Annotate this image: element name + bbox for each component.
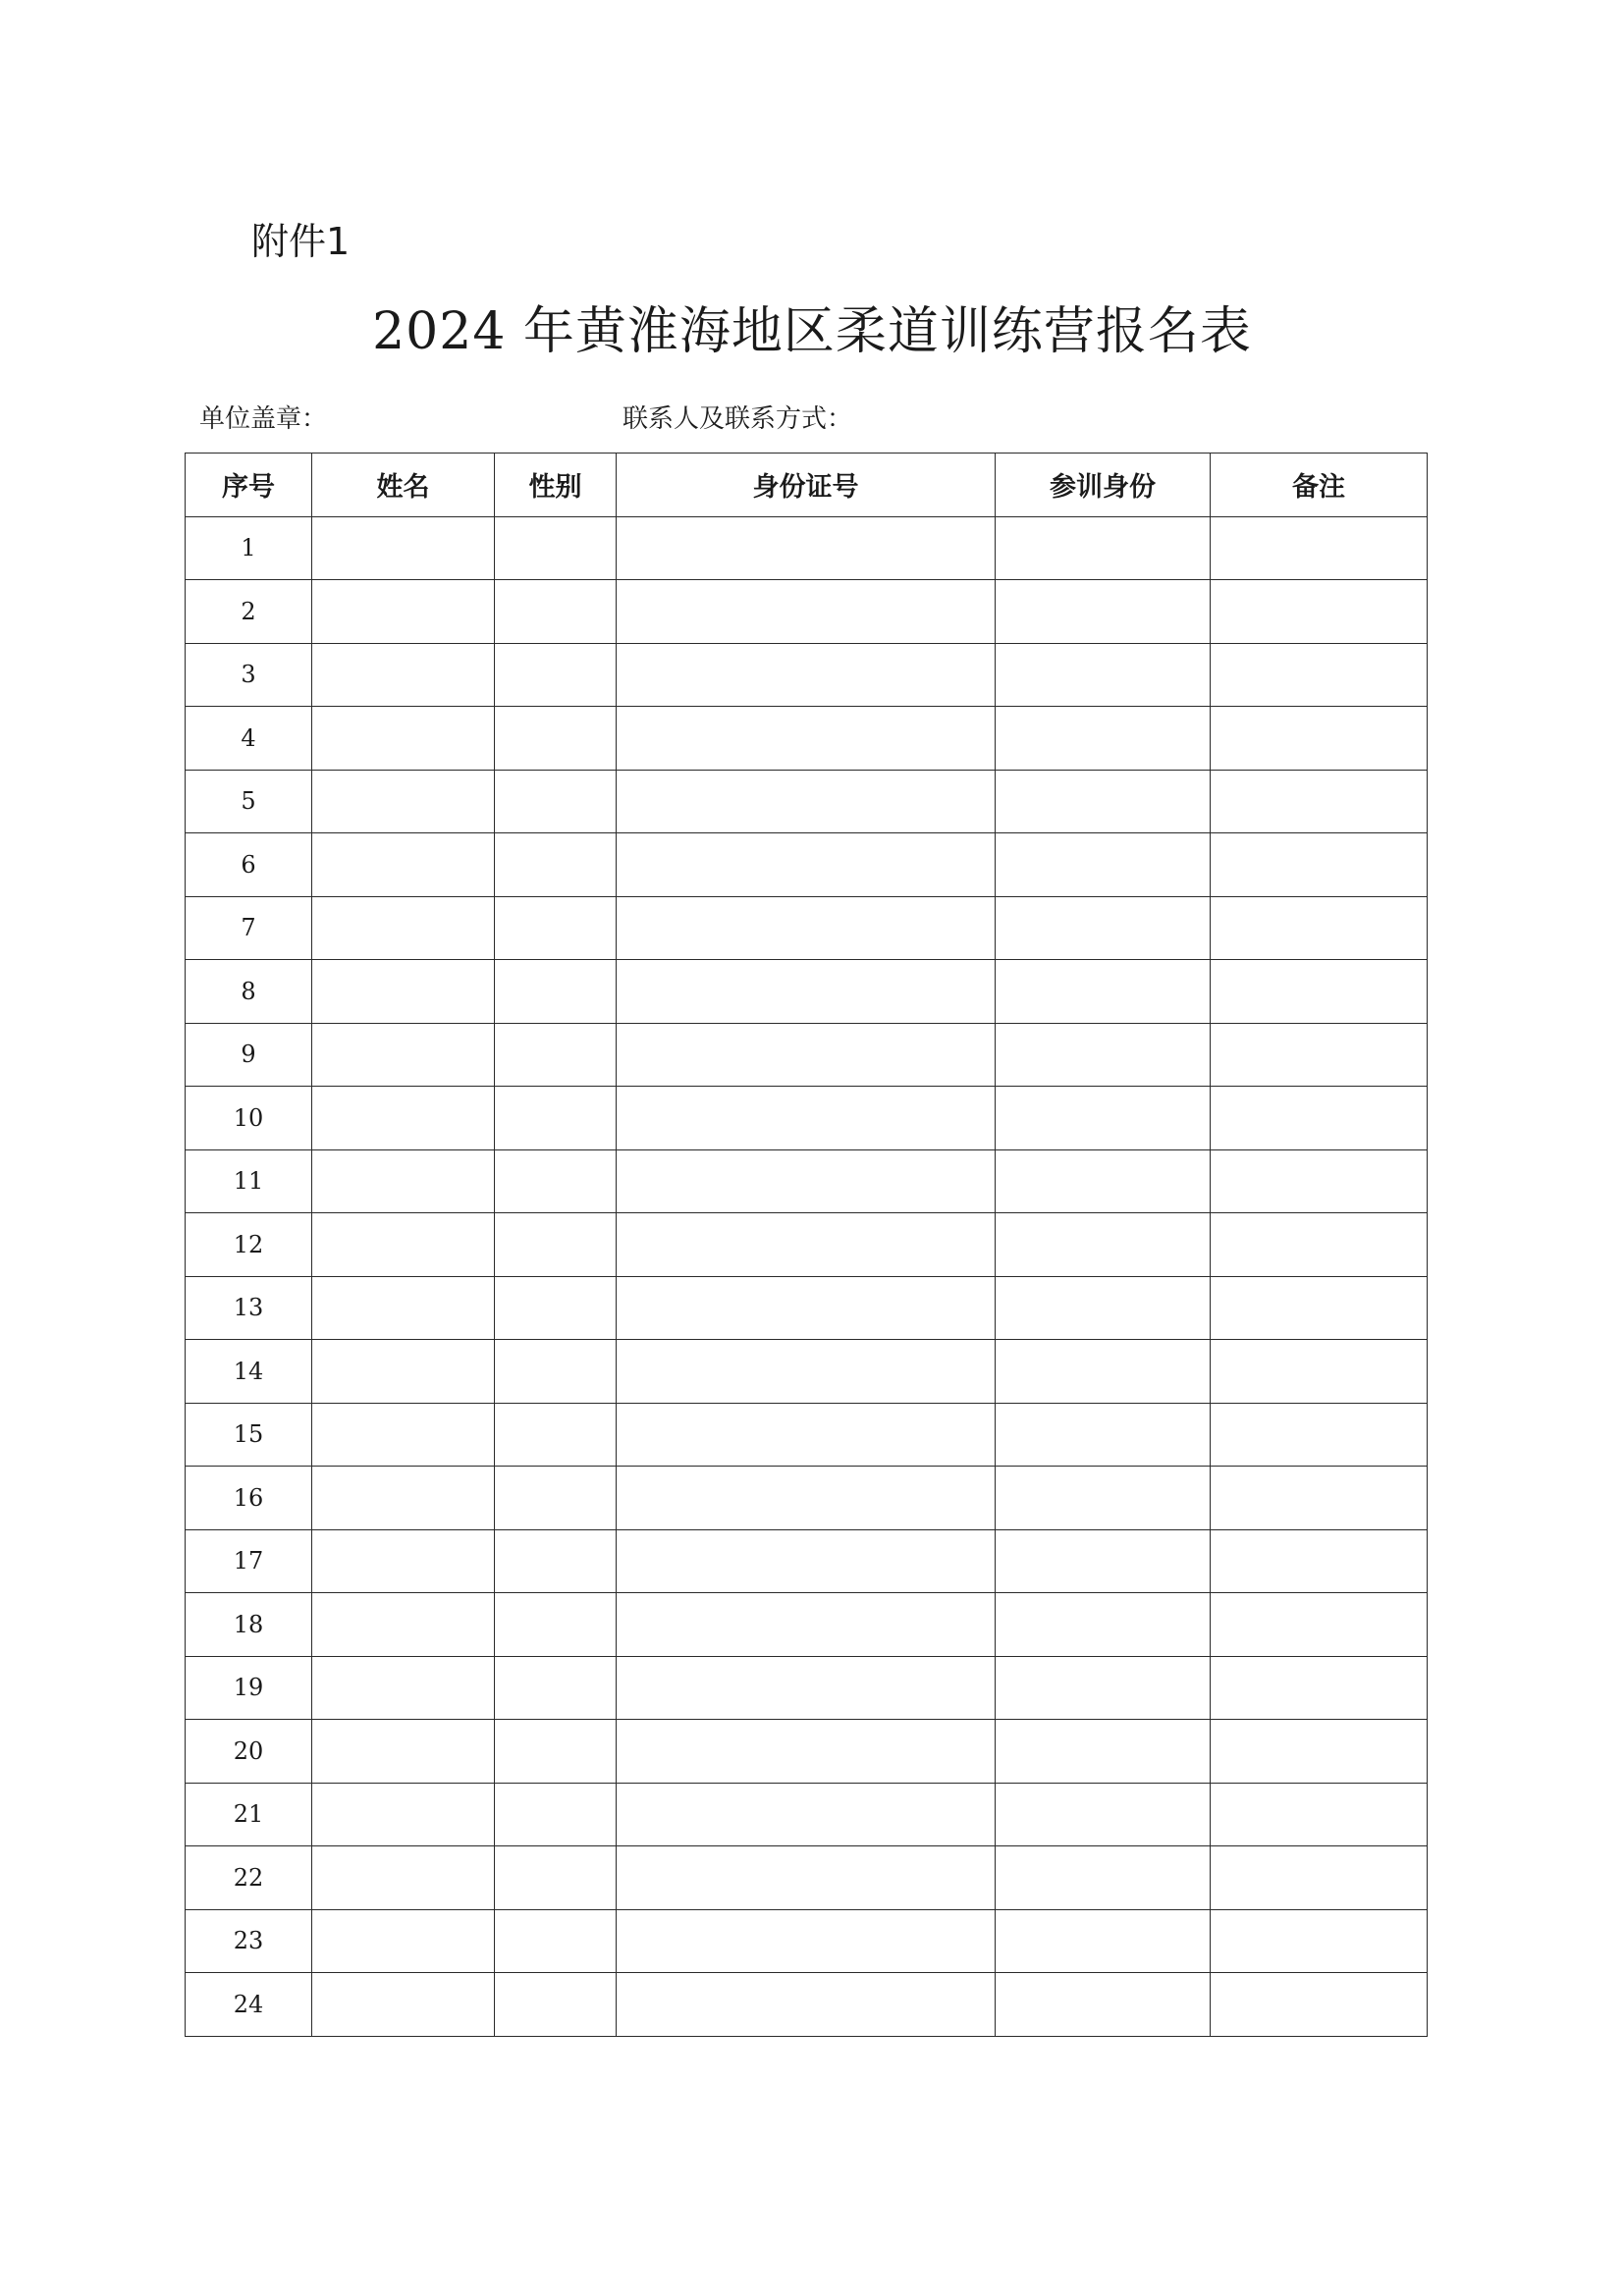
table-row (186, 643, 1428, 707)
id-number-cell (617, 1213, 996, 1277)
row-number: 21 (186, 1783, 312, 1846)
table-row (186, 1593, 1428, 1657)
name-cell (312, 1593, 495, 1657)
role-cell (996, 1276, 1211, 1340)
notes-cell (1211, 580, 1428, 644)
row-number: 16 (186, 1467, 312, 1530)
table-row (186, 1529, 1428, 1593)
id-number-cell (617, 1720, 996, 1784)
gender-cell (495, 960, 617, 1024)
gender-cell (495, 1023, 617, 1087)
row-number: 3 (186, 643, 312, 707)
name-cell (312, 516, 495, 580)
gender-cell (495, 1149, 617, 1213)
name-cell (312, 1023, 495, 1087)
notes-cell (1211, 707, 1428, 771)
gender-cell (495, 833, 617, 897)
id-number-cell (617, 1149, 996, 1213)
gender-cell (495, 896, 617, 960)
table-row (186, 896, 1428, 960)
notes-cell (1211, 833, 1428, 897)
table-row (186, 1276, 1428, 1340)
name-cell (312, 1149, 495, 1213)
row-number: 1 (186, 516, 312, 580)
row-number: 6 (186, 833, 312, 897)
gender-cell (495, 516, 617, 580)
role-cell (996, 1593, 1211, 1657)
id-number-cell (617, 1783, 996, 1846)
role-cell (996, 1973, 1211, 2037)
name-cell (312, 643, 495, 707)
table-row (186, 833, 1428, 897)
name-cell (312, 580, 495, 644)
row-number: 22 (186, 1846, 312, 1910)
row-number: 20 (186, 1720, 312, 1784)
notes-cell (1211, 960, 1428, 1024)
table-row (186, 1656, 1428, 1720)
table-row (186, 1149, 1428, 1213)
id-number-cell (617, 1023, 996, 1087)
gender-cell (495, 770, 617, 833)
row-number: 23 (186, 1909, 312, 1973)
role-cell (996, 833, 1211, 897)
gender-cell (495, 1656, 617, 1720)
table-row (186, 580, 1428, 644)
name-cell (312, 960, 495, 1024)
id-number-cell (617, 833, 996, 897)
name-cell (312, 1973, 495, 2037)
id-number-cell (617, 1846, 996, 1910)
notes-cell (1211, 643, 1428, 707)
column-header-notes: 备注 (1211, 454, 1428, 517)
gender-cell (495, 580, 617, 644)
notes-cell (1211, 1656, 1428, 1720)
name-cell (312, 1467, 495, 1530)
name-cell (312, 1783, 495, 1846)
role-cell (996, 1846, 1211, 1910)
name-cell (312, 1529, 495, 1593)
table-row (186, 770, 1428, 833)
notes-cell (1211, 1467, 1428, 1530)
notes-cell (1211, 1023, 1428, 1087)
notes-cell (1211, 770, 1428, 833)
id-number-cell (617, 960, 996, 1024)
role-cell (996, 1909, 1211, 1973)
column-header-index: 序号 (186, 454, 312, 517)
role-cell (996, 643, 1211, 707)
row-number: 15 (186, 1403, 312, 1467)
notes-cell (1211, 1149, 1428, 1213)
id-number-cell (617, 770, 996, 833)
row-number: 9 (186, 1023, 312, 1087)
notes-cell (1211, 1783, 1428, 1846)
attachment-label: 附件1 (251, 220, 351, 263)
role-cell (996, 1467, 1211, 1530)
contact-label: 联系人及联系方式： (623, 404, 853, 434)
table-row (186, 1467, 1428, 1530)
role-cell (996, 707, 1211, 771)
role-cell (996, 1656, 1211, 1720)
table-body (186, 516, 1428, 2036)
name-cell (312, 833, 495, 897)
role-cell (996, 1340, 1211, 1404)
name-cell (312, 1213, 495, 1277)
role-cell (996, 1149, 1211, 1213)
notes-cell (1211, 896, 1428, 960)
table-row (186, 1846, 1428, 1910)
table-row (186, 1973, 1428, 2037)
page-title: 2024 年黄淮海地区柔道训练营报名表 (372, 302, 1252, 361)
gender-cell (495, 1403, 617, 1467)
name-cell (312, 1846, 495, 1910)
role-cell (996, 1720, 1211, 1784)
notes-cell (1211, 1340, 1428, 1404)
name-cell (312, 770, 495, 833)
notes-cell (1211, 1529, 1428, 1593)
gender-cell (495, 1529, 617, 1593)
name-cell (312, 1720, 495, 1784)
id-number-cell (617, 707, 996, 771)
role-cell (996, 580, 1211, 644)
column-header-role: 参训身份 (996, 454, 1211, 517)
row-number: 10 (186, 1087, 312, 1150)
name-cell (312, 896, 495, 960)
role-cell (996, 960, 1211, 1024)
role-cell (996, 770, 1211, 833)
gender-cell (495, 1467, 617, 1530)
notes-cell (1211, 1973, 1428, 2037)
notes-cell (1211, 1593, 1428, 1657)
row-number: 14 (186, 1340, 312, 1404)
notes-cell (1211, 1846, 1428, 1910)
row-number: 19 (186, 1656, 312, 1720)
id-number-cell (617, 643, 996, 707)
name-cell (312, 1656, 495, 1720)
row-number: 7 (186, 896, 312, 960)
name-cell (312, 1403, 495, 1467)
notes-cell (1211, 1276, 1428, 1340)
id-number-cell (617, 1403, 996, 1467)
id-number-cell (617, 1593, 996, 1657)
table-row (186, 1909, 1428, 1973)
table-row (186, 516, 1428, 580)
id-number-cell (617, 1656, 996, 1720)
role-cell (996, 1529, 1211, 1593)
notes-cell (1211, 1087, 1428, 1150)
id-number-cell (617, 1276, 996, 1340)
notes-cell (1211, 1720, 1428, 1784)
id-number-cell (617, 1529, 996, 1593)
table-row (186, 1403, 1428, 1467)
row-number: 24 (186, 1973, 312, 2037)
role-cell (996, 1783, 1211, 1846)
id-number-cell (617, 1467, 996, 1530)
gender-cell (495, 1593, 617, 1657)
name-cell (312, 1909, 495, 1973)
column-header-gender: 性别 (495, 454, 617, 517)
row-number: 8 (186, 960, 312, 1024)
gender-cell (495, 707, 617, 771)
role-cell (996, 1213, 1211, 1277)
gender-cell (495, 1783, 617, 1846)
table-row (186, 1213, 1428, 1277)
name-cell (312, 1340, 495, 1404)
notes-cell (1211, 1403, 1428, 1467)
role-cell (996, 896, 1211, 960)
column-header-name: 姓名 (312, 454, 495, 517)
row-number: 5 (186, 770, 312, 833)
gender-cell (495, 1909, 617, 1973)
name-cell (312, 1276, 495, 1340)
registration-table (185, 453, 1428, 2037)
id-number-cell (617, 1909, 996, 1973)
row-number: 17 (186, 1529, 312, 1593)
notes-cell (1211, 1213, 1428, 1277)
table-header-row (186, 454, 1428, 517)
id-number-cell (617, 1340, 996, 1404)
id-number-cell (617, 516, 996, 580)
role-cell (996, 1403, 1211, 1467)
id-number-cell (617, 1087, 996, 1150)
column-header-id-number: 身份证号 (617, 454, 996, 517)
table-row (186, 1720, 1428, 1784)
notes-cell (1211, 1909, 1428, 1973)
gender-cell (495, 1340, 617, 1404)
gender-cell (495, 1087, 617, 1150)
id-number-cell (617, 896, 996, 960)
notes-cell (1211, 516, 1428, 580)
name-cell (312, 707, 495, 771)
gender-cell (495, 1213, 617, 1277)
role-cell (996, 1087, 1211, 1150)
role-cell (996, 1023, 1211, 1087)
unit-seal-label: 单位盖章： (199, 404, 328, 434)
id-number-cell (617, 1973, 996, 2037)
table-row (186, 1023, 1428, 1087)
row-number: 18 (186, 1593, 312, 1657)
row-number: 11 (186, 1149, 312, 1213)
row-number: 13 (186, 1276, 312, 1340)
role-cell (996, 516, 1211, 580)
row-number: 4 (186, 707, 312, 771)
table-row (186, 1340, 1428, 1404)
name-cell (312, 1087, 495, 1150)
table-row (186, 1087, 1428, 1150)
table-row (186, 960, 1428, 1024)
row-number: 2 (186, 580, 312, 644)
gender-cell (495, 643, 617, 707)
gender-cell (495, 1846, 617, 1910)
gender-cell (495, 1720, 617, 1784)
table-row (186, 1783, 1428, 1846)
gender-cell (495, 1276, 617, 1340)
table-row (186, 707, 1428, 771)
id-number-cell (617, 580, 996, 644)
row-number: 12 (186, 1213, 312, 1277)
gender-cell (495, 1973, 617, 2037)
